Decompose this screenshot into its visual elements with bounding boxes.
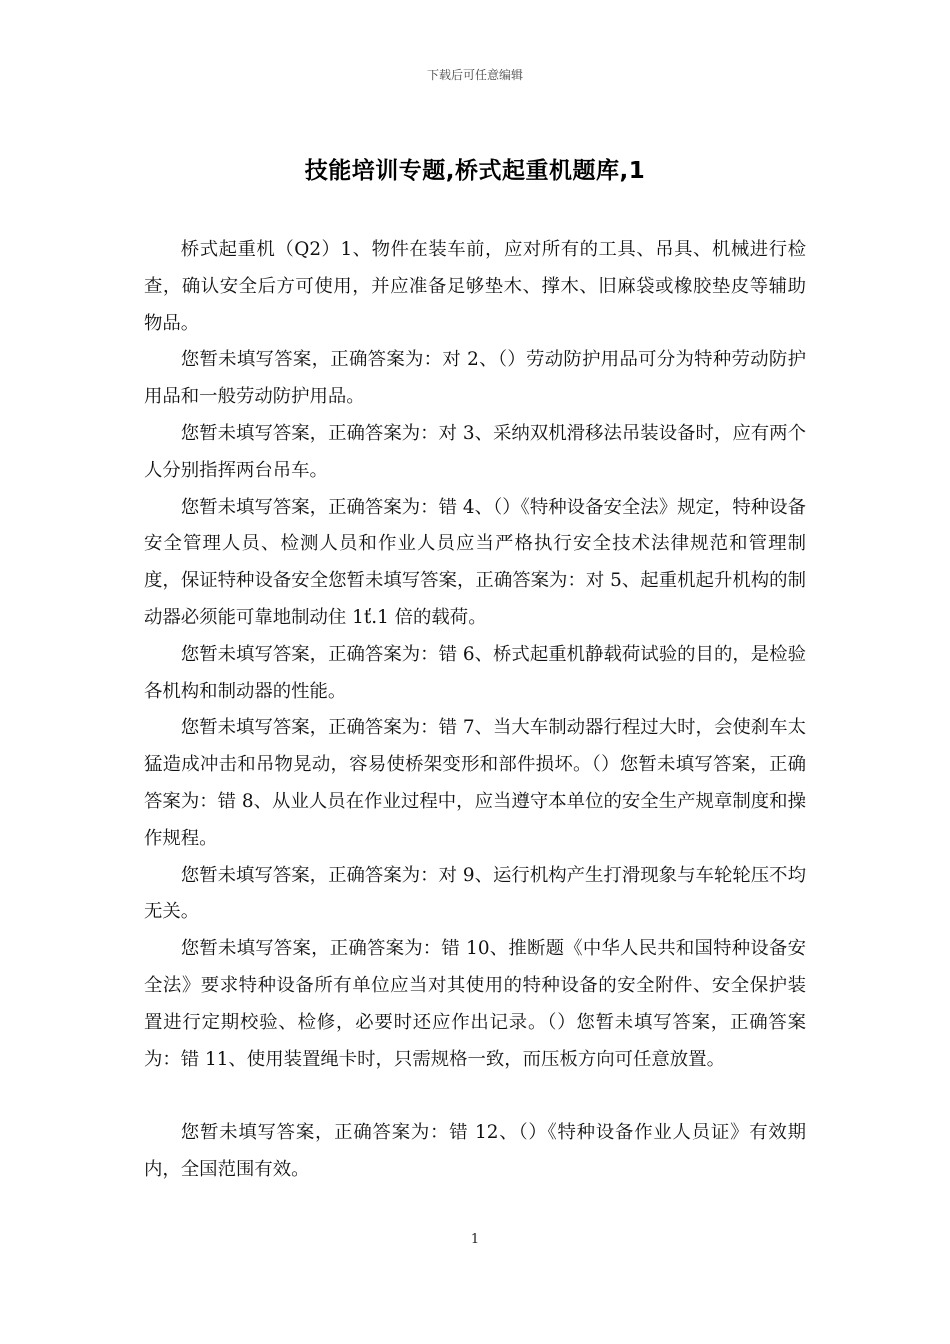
paragraph: 您暂未填写答案，正确答案为：错 10、推断题《中华人民共和国特种设备安全法》要求特种设备所有单位应当对其使用的特种设备的安全附件、安全保护装置进行定期校验、检修，必要时还应作出记录。（）您暂未填写答案，正确答案为：错 11、使用装置绳卡时，只需规格一致，而压板方向可任意放置。 (144, 938, 806, 1070)
paragraph: 您暂未填写答案，正确答案为：对 2、（）劳动防护用品可分为特种劳动防护用品和一般劳动防护用品。 (144, 349, 806, 408)
paragraph: 桥式起重机（Q2）1、物件在装车前，应对所有的工具、吊具、机械进行检查，确认安全后方可使用，并应准备足够垫木、撑木、旧麻袋或橡胶垫皮等辅助物品。 (144, 239, 806, 334)
paragraph: 您暂未填写答案，正确答案为：错 12、（）《特种设备作业人员证》有效期内，全国范围有效。 (144, 1122, 806, 1180)
paragraph: 您暂未填写答案，正确答案为：错 6、桥式起重机静载荷试验的目的，是检验各机构和制动器的性能。 (144, 643, 806, 702)
paragraph: 您暂未填写答案，正确答案为：对 9、运行机构产生打滑现象与车轮轮压不均无关。 (144, 864, 806, 923)
document-body (144, 232, 806, 1189)
paragraph: 您暂未填写答案，正确答案为：错 7、当大车制动器行程过大时，会使刹车太猛造成冲击和吊物晃动，容易使桥架变形和部件损坏。（）您暂未填写答案，正确答案为：错 8、从业人员在作业过程中，应当遵守本单位的安全生产规章制度和操作规程。 (144, 717, 806, 849)
page-number: 1 (470, 1232, 480, 1247)
document-title: 技能培训专题,桥式起重机题库,1 (304, 158, 646, 184)
paragraph: 您暂未填写答案，正确答案为：错 4、（）《特种设备安全法》规定，特种设备安全管理人员、检测人员和作业人员应当严格执行安全技术法律规范和管理制度，保证特种设备安全您暂未填写答案，正确答案为：对 5、起重机起升机构的制动器必须能可靠地制动住 1ť.1 倍的载荷。 (144, 496, 806, 628)
header-note: 下载后可任意编辑 (426, 68, 523, 82)
paragraph: 您暂未填写答案，正确答案为：对 3、采纳双机滑移法吊装设备时，应有两个人分别指挥两台吊车。 (144, 422, 806, 481)
